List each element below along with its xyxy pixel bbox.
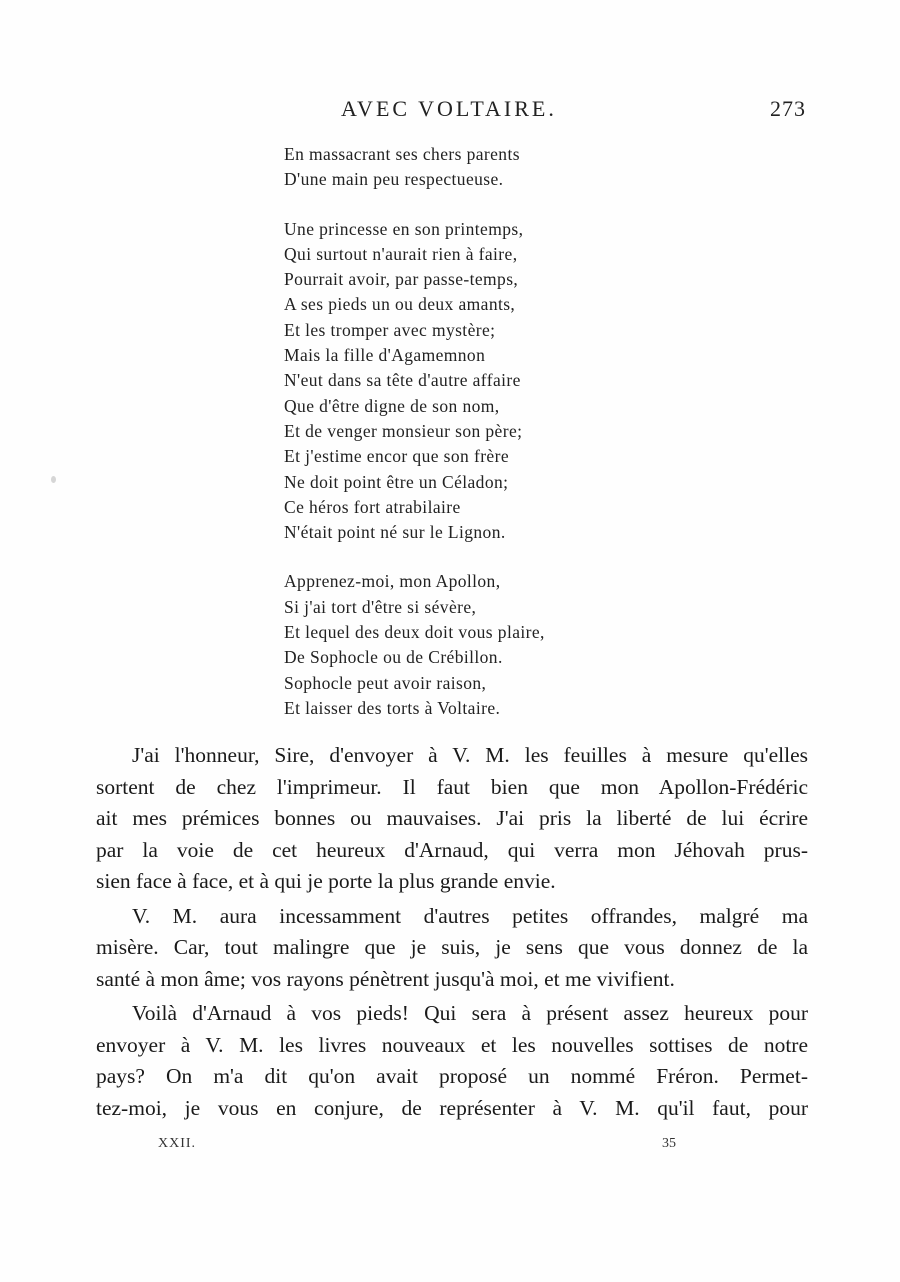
verse-line: Que d'être digne de son nom, xyxy=(284,395,500,416)
verse-line: Pourrait avoir, par passe-temps, xyxy=(284,269,519,290)
paragraph-1 xyxy=(96,740,808,898)
text-line: par la voie de cet heureux d'Arnaud, qui verra mon Jéhovah prus- xyxy=(96,837,808,862)
page-number: 273 xyxy=(770,96,806,121)
signature-mark: XXII. xyxy=(158,1136,197,1151)
text-line: Voilà d'Arnaud à vos pieds! Qui sera à présent assez heureux pour xyxy=(132,1001,808,1025)
verse-line: Et lequel des deux doit vous plaire, xyxy=(284,622,545,643)
verse-line: Ce héros fort atrabilaire xyxy=(284,496,461,517)
sheet-number: 35 xyxy=(662,1136,676,1151)
verse-line: Mais la fille d'Agamemnon xyxy=(284,345,486,366)
page-footer xyxy=(0,1136,900,1160)
verse-line: A ses pieds un ou deux amants, xyxy=(284,294,516,315)
paragraph-2 xyxy=(96,901,808,996)
verse-line: Apprenez-moi, mon Apollon, xyxy=(284,571,501,592)
running-title: AVEC VOLTAIRE. xyxy=(341,96,557,121)
verse-line: Et j'estime encor que son frère xyxy=(284,446,509,467)
verse-line: Si j'ai tort d'être si sévère, xyxy=(284,596,477,617)
letter-body xyxy=(96,740,808,1124)
text-line: santé à mon âme; vos rayons pénètrent jusqu'à moi, et me vivifient. xyxy=(96,966,675,991)
verse-line: De Sophocle ou de Crébillon. xyxy=(284,647,503,668)
text-line: tez-moi, je vous en conjure, de représenter à V. M. qu'il faut, pour xyxy=(96,1095,808,1120)
stanza-1 xyxy=(284,142,664,193)
paragraph-3 xyxy=(96,998,808,1124)
verse-line: Qui surtout n'aurait rien à faire, xyxy=(284,243,518,264)
paper-speck xyxy=(51,476,56,483)
text-line: ait mes prémices bonnes ou mauvaises. J'ai pris la liberté de lui écrire xyxy=(96,806,808,830)
verse-line: En massacrant ses chers parents xyxy=(284,144,520,164)
text-line: sien face à face, et à qui je porte la plus grande envie. xyxy=(96,869,556,893)
verse-line: N'eut dans sa tête d'autre affaire xyxy=(284,370,521,391)
verse-line: Sophocle peut avoir raison, xyxy=(284,672,487,693)
poem xyxy=(284,142,664,721)
stanza-2 xyxy=(284,217,664,546)
verse-line: Et laisser des torts à Voltaire. xyxy=(284,697,501,718)
verse-line: N'était point né sur le Lignon. xyxy=(284,522,506,543)
text-line: sortent de chez l'imprimeur. Il faut bien que mon Apollon-Frédéric xyxy=(96,774,808,799)
verse-line: Une princesse en son printemps, xyxy=(284,218,524,239)
text-line: envoyer à V. M. les livres nouveaux et les nouvelles sottises de notre xyxy=(96,1032,808,1057)
stanza-3 xyxy=(284,569,664,721)
running-head xyxy=(0,96,900,130)
verse-line: Et les tromper avec mystère; xyxy=(284,319,496,340)
text-line: misère. Car, tout malingre que je suis, je sens que vous donnez de la xyxy=(96,935,808,959)
verse-line: Et de venger monsieur son père; xyxy=(284,420,523,441)
text-line: V. M. aura incessamment d'autres petites offrandes, malgré ma xyxy=(132,903,808,928)
text-line: pays? On m'a dit qu'on avait proposé un nommé Fréron. Permet- xyxy=(96,1064,808,1088)
verse-line: Ne doit point être un Céladon; xyxy=(284,471,509,492)
verse-line: D'une main peu respectueuse. xyxy=(284,169,504,190)
text-line: J'ai l'honneur, Sire, d'envoyer à V. M. les feuilles à mesure qu'elles xyxy=(132,743,808,767)
